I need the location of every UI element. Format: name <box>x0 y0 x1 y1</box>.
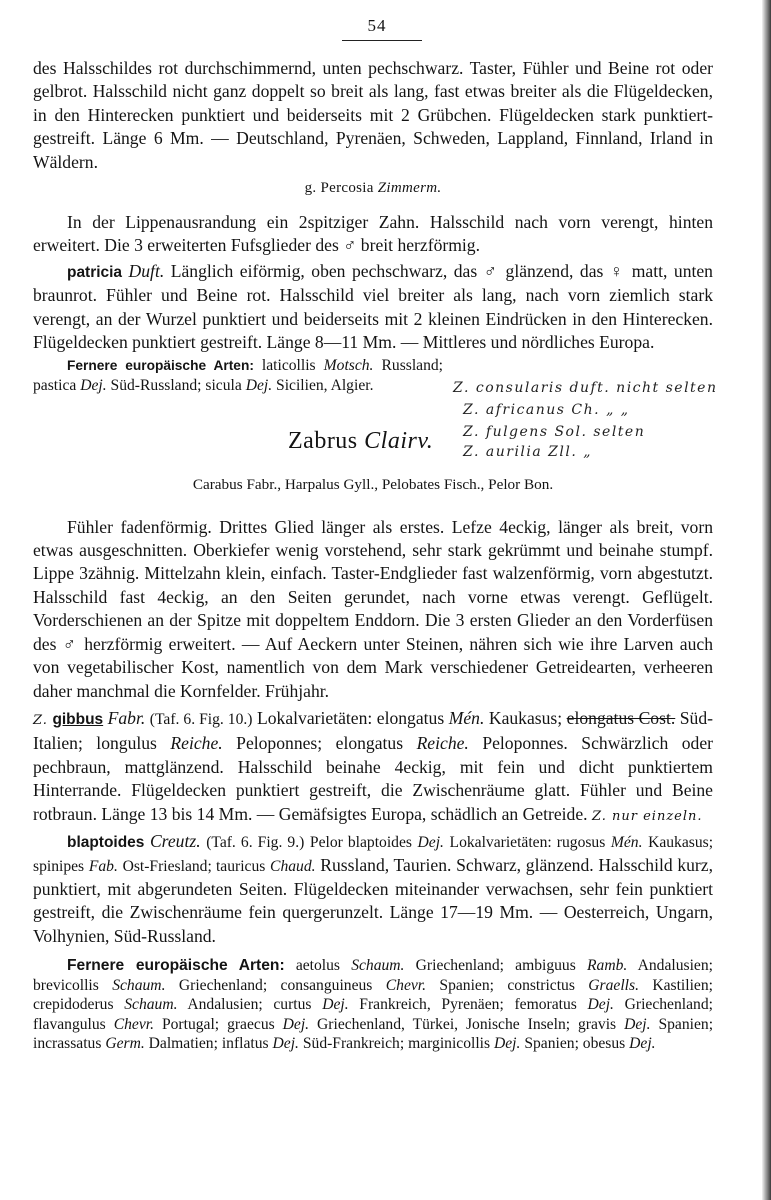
species: Spanien; constrictus <box>439 976 575 994</box>
header-rule <box>342 40 422 41</box>
author: Schaum. <box>112 976 166 994</box>
zabrus-synonyms: Carabus Fabr., Harpalus Gyll., Pelobates Fisch., Pelor Bon. <box>192 475 554 493</box>
author: Dej. <box>587 996 614 1014</box>
patricia-entry <box>33 260 713 355</box>
species: Frankreich, Pyrenäen; femoratus <box>359 996 577 1014</box>
author: Chevr. <box>385 976 427 994</box>
percosia-author: Zimmerm. <box>377 180 442 197</box>
author: Mén. <box>610 833 643 851</box>
species: Andalusien; brevicollis <box>33 956 713 994</box>
author: Schaum. <box>351 956 405 974</box>
author: Dej. <box>494 1035 521 1053</box>
gibbus-name: gibbus <box>52 710 104 728</box>
species: Süd-Frankreich; marginicollis <box>302 1035 491 1053</box>
percosia-label: g. Percosia <box>304 180 374 197</box>
fernere-label: Fernere europäische Arten: <box>67 358 254 374</box>
handwritten-note-gibbus: Z. nur einzeln. <box>591 808 703 824</box>
handwritten-mark: Z. <box>33 712 48 728</box>
blaptoides-name: blaptoides <box>67 833 145 851</box>
blaptoides-text: Lokalvarietäten: rugosus <box>449 833 606 851</box>
author: Chevr. <box>113 1015 154 1033</box>
patricia-author: Duft. <box>128 260 165 281</box>
fernere-arten-zabrus <box>33 956 713 1054</box>
author: Dej. <box>417 833 444 851</box>
zabrus-name: Zabrus <box>288 427 358 454</box>
author: Chaud. <box>270 858 316 876</box>
blaptoides-text: Ost-Friesland; tauricus <box>122 858 266 876</box>
page-number: 54 <box>367 16 387 35</box>
species: Spanien; obesus <box>524 1035 626 1053</box>
gibbus-text: Peloponnes; elongatus <box>236 733 404 754</box>
percosia-description: In der Lippenausrandung ein 2spitziger Zahn. Halsschild nach vorn verengt, hinten erweitert. Die 3 erweiterten Fufsglieder des ♂ breit herzförmig. <box>33 212 713 256</box>
fernere-label: Fernere europäische Arten: <box>67 956 285 974</box>
blaptoides-text: Russland, Taurien. Schwarz, glänzend. Halsschild kurz, punktiert, mit abgerundeten Seiten. Flügeldecken miteinander verwachsen, sehr fein punktiert gestreift, die Zwischenräume fein quergerunzelt. Länge 17—19 Mm. — Oesterreich, Ungarn, Volhynien, Süd-Russland. <box>33 855 713 946</box>
author: Dej. <box>624 1015 651 1033</box>
gibbus-author: Fabr. <box>107 707 146 728</box>
species: Portugal; graecus <box>161 1015 275 1033</box>
author: Graells. <box>588 976 639 994</box>
handwritten-note-4: Z. aurilia Zll. „ <box>463 443 593 460</box>
species-laticollis: laticollis <box>261 357 316 375</box>
blaptoides-text: Pelor blaptoides <box>309 833 412 851</box>
species: Griechenland, Türkei, Jonische Inseln; gravis <box>317 1015 617 1033</box>
gibbus-text: Peloponnes. Schwärzlich oder pechbraun, mattglänzend. Halsschild beinahe 4eckig, mit fein und dicht punktiertem Hinterrande. Flügeldecken punktiert gestreift, die Zwischenräume glatt. Fühler und Beine rotbraun. Länge 13 bis 14 Mm. — Gemäfsigtes Europa, schädlich an Getreide. <box>33 733 713 824</box>
author: Ramb. <box>587 956 628 974</box>
blaptoides-author: Creutz. <box>149 830 201 851</box>
locality: Sicilien, Algier. <box>276 377 374 395</box>
species: Dalmatien; inflatus <box>148 1035 269 1053</box>
patricia-text: Länglich eiförmig, oben pechschwarz, das ♂ glänzend, das ♀ matt, unten braunrot. Fühler und Beine rot. Halsschild viel breiter als lang, nach vorn ziemlich stark verengt, an der Wurzel punktiert und beiderseits mit 2 kleinen Eindrücken in den Hinterecken. Flügeldecken punktiert gestreift. Länge 8—11 Mm. — Mittleres und nördliches Europa. <box>33 260 713 353</box>
author: Dej. <box>629 1035 656 1053</box>
author: Reiche. <box>416 733 469 754</box>
gibbus-text: Lokalvarietäten: elongatus <box>256 707 445 728</box>
species: Spanien; incrassatus <box>33 1015 714 1053</box>
species: Andalusien; curtus <box>187 996 312 1014</box>
author: Germ. <box>105 1035 145 1053</box>
author: Dej. <box>80 377 107 395</box>
blaptoides-text: Kaukasus; spinipes <box>33 833 714 876</box>
gibbus-text: Kaukasus; <box>488 707 563 728</box>
handwritten-note-3: Z. fulgens Sol. selten <box>463 423 646 440</box>
gibbus-text: Süd-Italien; longulus <box>33 707 713 754</box>
book-page <box>33 16 718 1054</box>
author: Motsch. <box>323 357 374 375</box>
author: Dej. <box>322 996 349 1014</box>
author: Reiche. <box>170 733 223 754</box>
handwritten-note-2: Z. africanus Ch. „ „ <box>463 401 630 418</box>
gibbus-figure-ref: (Taf. 6. Fig. 10.) <box>149 710 253 728</box>
blaptoides-entry <box>33 830 713 948</box>
species-sicula: Süd-Russland; sicula <box>110 377 242 395</box>
author: Dej. <box>245 377 273 395</box>
continuation-paragraph: des Halsschildes rot durchschimmernd, unten pechschwarz. Taster, Fühler und Beine rot oder gelbrot. Halsschild nicht ganz doppelt so breit als lang, fast etwas breiter als die Flügeldecken, in den Hinterecken punktiert und beiderseits mit 2 Grübchen. Flügeldecken stark punktiert-gestreift. Länge 6 Mm. — Deutschland, Pyrenäen, Schweden, Lappland, Finnland, Irland in Wäldern. <box>33 58 713 172</box>
patricia-name: patricia <box>67 263 123 281</box>
blaptoides-figure-ref: (Taf. 6. Fig. 9.) <box>206 833 305 851</box>
species-pastica: Russland; pastica <box>33 357 444 395</box>
author: Schaum. <box>124 996 178 1014</box>
zabrus-genus-title <box>288 428 433 455</box>
author: Mén. <box>448 707 485 728</box>
species: aetolus <box>295 956 340 974</box>
author: Fab. <box>88 858 118 876</box>
species: Griechenland; ambiguus <box>415 956 576 974</box>
species: Griechenland; flavangulus <box>33 996 713 1033</box>
struck-synonym: elongatus Cost. <box>566 707 676 728</box>
zabrus-description: Fühler fadenförmig. Drittes Glied länger als erstes. Lefze 4eckig, länger als breit, vorn etwas ausgeschnitten. Oberkiefer wenig vorstehend, sehr stark gekrümmt und beinahe stumpf. Lippe 3zähnig. Mittelzahn klein, einfach. Taster-Endglieder fast walzenförmig, vorn abgestutzt. Halsschild fast 4eckig, an den Seiten gerundet, nach vorne etwas verengt. Geflügelt. Vorderschienen an der Spitze mit doppeltem Enddorn. Die 3 ersten Glieder an den Vorderfüsen des ♂ herzförmig erweitert. — Auf Aeckern unter Steinen, nähren sich wie ihre Larven auch von vegetabilischer Kost, namentlich von dem Mark verschiedener Getreidearten, verheeren daher manchmal die Kornfelder. Frühjahr. <box>33 516 713 701</box>
author: Dej. <box>282 1015 310 1033</box>
author: Dej. <box>272 1035 299 1053</box>
page-edge-shadow <box>762 0 771 1200</box>
handwritten-note-1: Z. consularis duft. nicht selten <box>453 379 718 396</box>
zabrus-author: Clairv. <box>364 427 434 454</box>
species: Griechenland; consanguineus <box>178 976 373 994</box>
species: Kastilien; crepidoderus <box>33 976 713 1014</box>
gibbus-entry <box>33 707 713 828</box>
genus-heading-percosia <box>33 180 713 197</box>
